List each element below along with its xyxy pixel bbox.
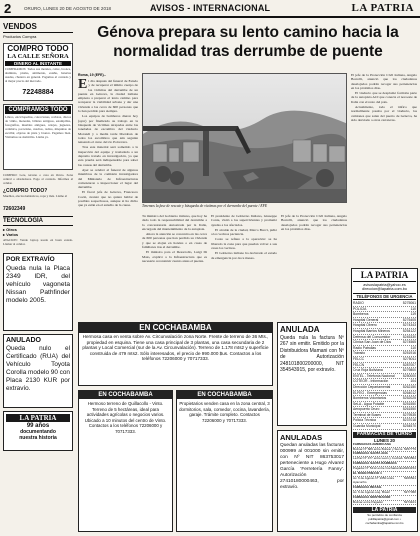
telefono-name: Policía Técnica [353,418,376,423]
farmacia-name: FARMACIA SANTA BÁRBARA [353,461,397,466]
telefono-number: 5264012 [402,390,416,395]
farmacias-title: FARMACIAS DE TURNO [353,432,416,438]
telefono-number: 5251550 [402,401,416,406]
por-extravio-title: POR EXTRAVÍO [6,256,55,263]
telefono-name: Radio Patrullas [353,345,376,350]
promo-line2: documentando [20,429,56,435]
telefono-name: Hospital General [353,317,379,322]
telefono-name: ELFEO - Emergencias [353,390,387,395]
telefono-name: Tránsito [353,351,366,356]
telefono-name: Terminal de Buses [353,412,381,417]
footer-brand: LA PATRIA [353,507,416,513]
classifieds-heading: VENDOS [3,22,73,33]
telefono-number: 5279800 [402,368,416,373]
compro-todo-2-title: ¿COMPRO TODO? [3,188,48,194]
article-col4-a: El jefe de la Protección Civil italiana, Angelo Borrelli, anunció que los ciudadanos desalojados podrán recoger sus pertenencias en los próximos días. [351,73,417,90]
telefono-number: 5275405 [402,317,416,322]
farmacia-phone: 5277458 [403,489,416,494]
telefonos-list [353,301,416,430]
farmacia-name: Av. 6 de Agosto esq. Brasil [353,489,390,494]
compro-todo-phone: 72248884 [22,89,54,96]
cochabamba-ad-3 [176,390,273,532]
farmacia-name: FARMACIA BRASIL [353,484,382,489]
telefono-number: 104 [410,379,416,384]
photo-caption: Tenemos la fase de rescate y búsqueda de víctimas por el derrumbe del puente / EFE [142,204,268,208]
cochabamba-title: EN COCHABAMBA [79,323,272,333]
por-extravio-text: Queda nula la Placa 2349 IDR, del vehículo vagoneta Nissan Pathfinder modelo 2005. [6,265,70,304]
farmacia-name: EL BUEN PRECIO 1 [353,471,382,476]
compro-todo-title: COMPRO TODO [7,44,69,53]
page-header [0,0,420,18]
telefono-name: Aeropuerto Oruro [353,407,380,412]
compramos-ad: COMPRAMOS TODO Libros, enciclopedias, colecciones, revistas, discos de vinilo, monedas, billetes antiguos, estampillas, fotografías, muebles antiguos, relojes, juguetes, cerámica, porcelana, cuadros, radios, máquinas de escribir, objetos de plata y bronce. Pagamos bien. Visitamos su domicilio. Llame ya. [3,104,73,170]
page-number: 2 [4,1,12,16]
cochabamba-3-title: EN COCHABAMBA [177,391,272,399]
article-col1-b: Los equipos de bomberos dieron hoy (ayer) por finalizado su trabajo en la búsqueda de víctimas atrapadas entre las toneladas de escombro del viaducto Morandi y a media tarde liberaban de todos los escombros que aún seguían tensando el curso del río Polcevera. [78,114,138,145]
farmacia-name: Av. 6 de Agosto Nº 1650 entre Ayacucho [353,476,395,484]
drop-cap: E [78,79,88,92]
telefono-number: 5262150 [402,384,416,389]
telefono-name: Hospital Obrero [353,323,377,328]
farmacia-phone: 5257779 [403,446,416,451]
article-lead: l día después del funeral de Estado y de recuperar el último cuerpo de las víctimas del derrumbe de un puente en Génova, la ciudad italiana empieza a preparar el lento camino para recuperar la viabilidad urbana y dar una vivienda a las cerca de 600 personas que lo han perdido para siempre. [78,79,138,114]
farmacia-row [353,501,416,506]
anulada-2-title: ANULADAS [280,433,323,442]
promo-ad [3,411,73,451]
telefono-name: Cruz Roja Boliviana [353,368,383,373]
telefono-number: 5274343 [402,323,416,328]
anulado-ad [3,334,73,408]
telefono-row [353,424,416,430]
cochabamba-ad [78,322,273,386]
misc-ad-text: COMPRO: Lote, terreno o casa en Oruro. Zona central o alrededores. Pago al contado. Informes al celular. [3,173,73,185]
telefono-name: ENTEL - Telefonía Nacional [353,373,395,378]
anulada-2-text: Quedan anuladas las facturas 000999 al 001000 sin emitir, con Nº NIT 863753017 perteneciente a Hugo Alvarez García 'Ferretería Fanny'. Autorización 27410180000463, por extravío. [280,443,344,490]
cochabamba-3-text: Propietarios venden casa en la zona central, 3 dormitorios, sala, comedor, cocina, lavandería, garaje. Trámite completo. Contactos 72206000 y 70717333. [179,401,270,423]
por-extravio-ad [3,253,73,331]
article-title: Génova prepara su lento camino hacia la normalidad tras derrumbe de puente [97,24,399,60]
compramos-title: COMPRAMOS TODO [5,106,71,114]
article-col3-a: El presidente de Gobierno Italiano, Giuseppe Conte, visitó a los supervivientes y prometió ayudas a los afectados. [211,214,277,227]
telefono-name: COTEOR - Información [353,379,389,384]
article-col-1 [78,73,138,318]
article-col3-c: Costo se refiere a la operación: se ha liberado la zona para que puedan volver a sus casas los vecinos. [211,237,277,251]
right-email-2[interactable]: direccion@lapatria.com.bo [361,287,407,291]
article-photo [142,73,347,203]
telefono-number: 5275061 [402,301,416,305]
article-col1-d: Ayer se celebró el funeral de algunos miembros de la comisión investigadora del Ministerio de Infraestructuras comenzaron a inspeccionar el lugar del derrumbe. [78,167,138,190]
tecnologia-heading: TECNOLOGÍA [3,216,73,226]
article-col4-c: Actualmente, todo el tráfico que normalmente pasaba por el viaducto, los camiones que salen del puerto de Génova, ha sido desviado a otras carreteras. [351,105,417,122]
compro-todo-ad: COMPRO TODO LA CALLE SEÑORA DINERO AL INSTANTE COMPRAMOS: Todos sus metales, cobre, bronce, aluminio, plomo, antimonio, estaño, baterías usadas, chatarra en general. Pagamos al contado y al mejor precio del mercado. 72248884 [3,43,73,101]
farmacia-name: La Paz Nº 477 entre León y Cochab. [353,456,404,461]
anulado-title: ANULADO [6,337,41,344]
article-col-4 [351,73,417,213]
telefono-number: 5274565 [402,340,416,345]
dateline: ORURO, LUNES 20 DE AGOSTO DE 2018 [24,6,111,11]
telefono-number: 5245330 [402,334,416,339]
telefono-number: 5251916 [402,351,416,356]
telefono-name: RADIO [353,301,364,305]
anulada-ad-2 [277,430,347,532]
section-title: AVISOS - INTERNACIONAL [150,3,271,13]
classifieds-column: VENDOS Productos Compra COMPRO TODO LA CALLE SEÑORA DINERO AL INSTANTE COMPRAMOS: Todos sus metales, cobre, bronce, aluminio, plomo, antimonio, estaño, baterías usadas, chatarra en general. Pagamos al contado y al mejor precio del mercado. 72248884 COMPRAMOS TODO Libros, enciclopedias, colecciones, revistas, discos de vinilo, monedas, billetes antiguos, estampillas, fotografías, muebles antiguos, relojes, juguetes, cerámica, porcelana, cuadros, radios, máquinas de escribir, objetos de plata y bronce. Pagamos bien. Visitamos su domicilio. Llame ya. COMPRO: Lote, terreno o casa en Oruro. Zona central o alrededores. Pago al contado. Informes al celular. ¿COMPRO TODO? Muebles, electrodomésticos, ropa y más. Llame al 72602349 TECNOLOGÍA ▸ Otros ▸ Varios ATACION: Vendo laptop usada en buen estado. Llamar al celular. POR EXTRAVÍO Queda nula la Placa 2349 IDR, del vehículo vagoneta Nissan Pathfinder modelo 2005. ANULADO Queda nulo el Certificado (RUA) del Vehículo Toyota Corolla modelo 90 con Placa 2130 KUR por extravío. LA PATRIA 99 años documentando nuestra historia [3,22,73,532]
farmacia-phone: 5254564 [403,456,416,461]
telefono-name: Clínica San Juan de Dios [353,340,392,345]
farmacia-phone: 5266521 [403,476,416,480]
cochabamba-text: Hermosa casa en venta sobre Av. Circunvalación zona Norte. Frente de terreno de 36 Mts., propiedad en esquina. Tiene una casa principal de 3 plantas, una casa secundaria de 2 plantas y Local Comercial (sur de la Av. Circunvalación). Terreno de 1.178 mts2 y superficie construida de 479 mts2. Sólo interesados, el precio de 990.000 $us. Contactos a los teléfonos 72206000 y 70717333. [82,334,269,362]
farmacia-name: Bolívar entre Pagador [353,499,384,504]
telefono-name: Bomberos [353,312,369,317]
article-col4-b: El viaducto que se desplomó formaba parte de la autopista A10 que conecta el noroeste de Italia con el resto del país. [351,91,417,104]
telefono-name: FELCN [353,362,365,367]
cochabamba-2-title: EN COCHABAMBA [79,391,172,399]
varios-label: ▸ Varios [3,232,19,237]
telefono-name: Guardia Municipal [353,424,381,429]
promo-brand: LA PATRIA [6,414,70,422]
promo-line1: 99 años [26,423,50,429]
telefono-number: 110 [410,345,416,350]
anulada-ad-1 [277,322,347,426]
cochabamba-2-text: Hermoso terreno de Quillacollo - Vinto. Terreno de 5 hectáreas, ideal para actividades agrícolas o negocios varios. Ubicado a 10 minutos del centro de Vinto. Contactos a los teléfonos 72206000 y 70717333. [84,401,167,434]
right-email-1[interactable]: avisoslapatria@yahoo.es [363,283,406,287]
telefono-name: Hospital Barrios Mineros [353,328,390,333]
telefono-name: Defensa del Consumidor [353,334,391,339]
telefono-number: 119 [410,312,416,317]
farmacias-list [353,443,416,506]
cochabamba-ad-2 [78,390,173,532]
telefono-number: 5279535 [402,412,416,417]
telefono-number: 5254570 [402,424,416,429]
telefono-name: FELCC [353,356,365,361]
article-col-2 [142,214,207,318]
article-col3-d: El Gobierno italiano ha declarado el estado de emergencia por doce meses. [211,251,277,260]
anulada-1-text: Queda nula la factura Nº 267 sin emitir. Emitido por la Distribuidora Mamani con Nº de Autorización 248101800200000, NIT 354543915, por extravío. [280,335,344,374]
anulado-text: Queda nulo el Certificado (RUA) del Vehículo Toyota Corolla modelo 90 con Placa 2130 KUR por extravío. [6,345,70,392]
right-panel [351,268,418,532]
telefono-number: 5250000 [402,373,416,378]
right-brand: LA PATRIA [353,270,416,282]
anulada-1-title: ANULADA [280,325,320,334]
byline: Roma, 19 (EFE).- [78,73,106,77]
farmacia-name: Bolívar Nº 689 entre Bolivar y Sucre [353,446,403,451]
classifieds-subheading: Productos Compra [3,34,37,39]
farmacia-name: FARMACIA SANTA ANA [353,451,388,456]
footer-line-2: publilapatria@gmail.com • cochabamba@lapatria.com.bo [365,517,404,526]
farmacia-name: FARMACIAS AMERICANA [353,441,392,446]
compro-todo-2-phone: 72602349 [3,206,26,212]
telefono-name: Bomberos Voluntarios [353,396,387,401]
telefono-number: 5275011 [403,356,416,361]
farmacia-phone: 5274101 [403,499,416,504]
farmacia-name: Pagador Nº 5412 entre Cochabamba [353,466,404,471]
article-col4-cont-text: El jefe de la Protección Civil italiana, Angelo Borrelli, anunció que los ciudadanos desalojados podrán recoger sus pertenencias en los próximos días. [281,214,347,231]
article-col3-b: El alcalde de la ciudad, Marco Bucci, pidió a los vecinos paciencia. [211,227,277,237]
telefono-number: 5254122 [402,328,416,333]
bridge-collapse-image [143,74,347,203]
telefono-number: 5237018 [402,418,416,423]
telefono-name: SeLA - Agua Potable [353,401,385,406]
promo-line3: nuestra historia [19,435,57,441]
article-col1-c: Tras este material será sometido a la inspección del equipo y trasladado a un depósito tratado en investigación, ya que esta prueba será indispensable para saber las causas del derrumbe. [78,145,138,167]
telefono-number: 5287007 [402,362,416,367]
article-col2-c: El ministro para el Desarrollo, Luigi Di Maio, explicó a la Infraestructura que es necesario reconstruir cuanto antes el puente. [142,250,207,263]
farmacias-date: LUNES 20 [374,437,395,443]
footer-line-1: Su periódico de confianza [367,513,402,518]
compro-todo-small: DINERO AL INSTANTE [5,61,71,66]
telefono-number: 5261550 [402,407,416,412]
telefonos-title: TELÉFONOS DE URGENCIA [353,293,416,300]
compro-todo-sub: LA CALLE SEÑORA [7,53,69,60]
article-col1-e: El fiscal jefe de Génova, Francesco Cozzi, avanzó que no quiere hablar de posibles sospechosos, aunque sí ha dicho que ya están en el estudio de la causa. [78,190,138,208]
article-col2-b: Ahora la atención se concentra en las cerca de 600 personas que han perdido su vivienda y que se alojan en hoteles o en casas de familiares tras el derrumbe. [142,232,207,250]
article-col-4-cont [281,214,347,264]
telefono-number: 110 [410,306,416,311]
otros-label: ▸ Otros [3,227,17,232]
article-col-3 [211,214,277,318]
telefono-number: 5252025 [402,396,416,401]
masthead: LA PATRIA [351,2,414,14]
farmacia-name: FARMACIA MOSTRADOR [353,494,391,499]
article-col2-a: Tu ministro del Gobierno italiano, que hoy ha dado todo la responsabilidad del derrumbe a la concesionaria Autostrade per la Italia, encargada del mantenimiento de la autopista. [142,214,207,231]
farmacia-phone: 5264154 [403,466,416,471]
telefono-name: POLICÍA [353,306,367,311]
telefono-name: Dirección Departamental [353,384,391,389]
